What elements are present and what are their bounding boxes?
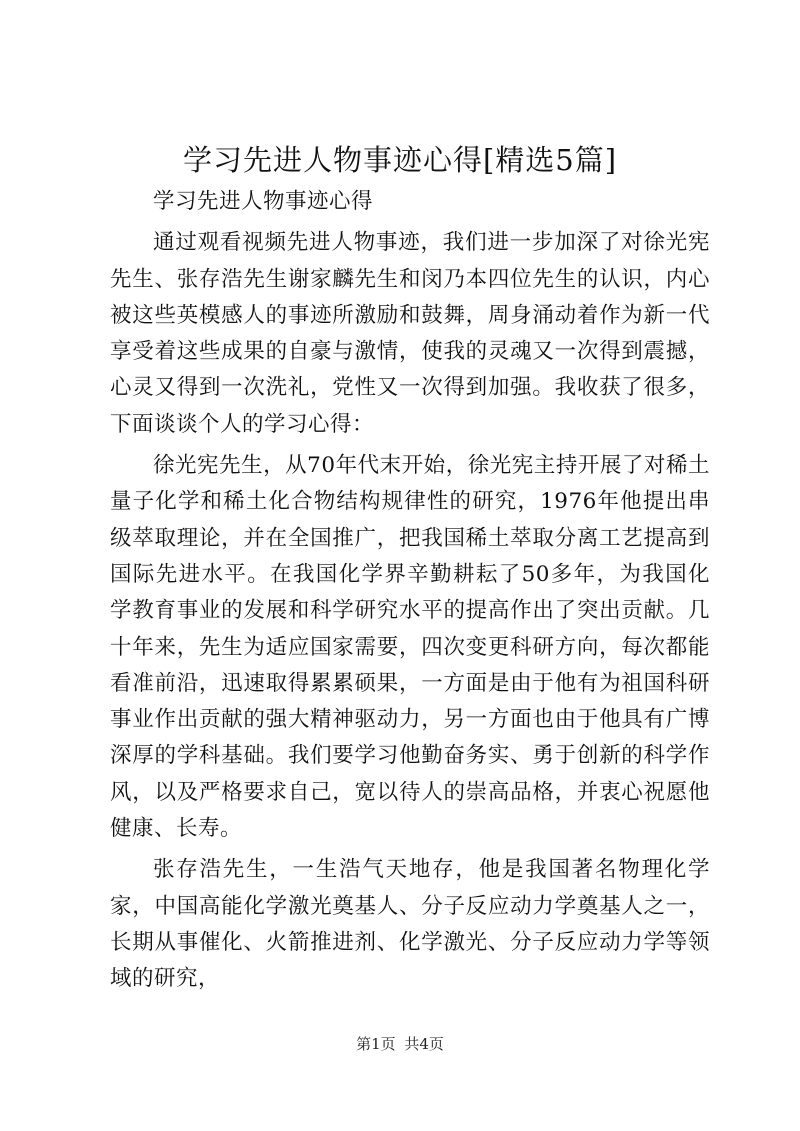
page-footer	[0, 1034, 800, 1054]
document-body	[110, 184, 710, 1003]
paragraph-zhang-cunhao: 张存浩先生，一生浩气天地存，他是我国著名物理化学家，中国高能化学激光奠基人、分子反应动力学奠基人之一，长期从事催化、火箭推进剂、化学激光、分子反应动力学等领域的研究，	[110, 857, 710, 992]
document-subtitle: 学习先进人物事迹心得	[153, 189, 374, 214]
document-title: 学习先进人物事迹心得[精选5篇]	[182, 143, 618, 177]
page-number: 第1页	[356, 1035, 396, 1053]
paragraph-intro: 通过观看视频先进人物事迹，我们进一步加深了对徐光宪先生、张存浩先生谢家麟先生和闵乃本四位先生的认识，内心被这些英模感人的事迹所激励和鼓舞，周身涌动着作为新一代享受着这些成果的自豪与激情，使我的灵魂又一次得到震撼，心灵又得到一次洗礼，党性又一次得到加强。我收获了很多，下面谈谈个人的学习心得：	[110, 230, 710, 437]
page-total: 共4页	[404, 1035, 444, 1053]
paragraph-xu-guangxian: 徐光宪先生，从70年代末开始，徐光宪主持开展了对稀土量子化学和稀土化合物结构规律性的研究，1976年他提出串级萃取理论，并在全国推广，把我国稀土萃取分离工艺提高到国际先进水平。在我国化学界辛勤耕耘了50多年，为我国化学教育事业的发展和科学研究水平的提高作出了突出贡献。几十年来，先生为适应国家需要，四次变更科研方向，每次都能看准前沿，迅速取得累累硕果，一方面是由于他有为祖国科研事业作出贡献的强大精神驱动力，另一方面也由于他具有广博深厚的学科基础。我们要学习他勤奋务实、勇于创新的科学作风，以及严格要求自己，宽以待人的崇高品格，并衷心祝愿他健康、长寿。	[110, 453, 710, 842]
